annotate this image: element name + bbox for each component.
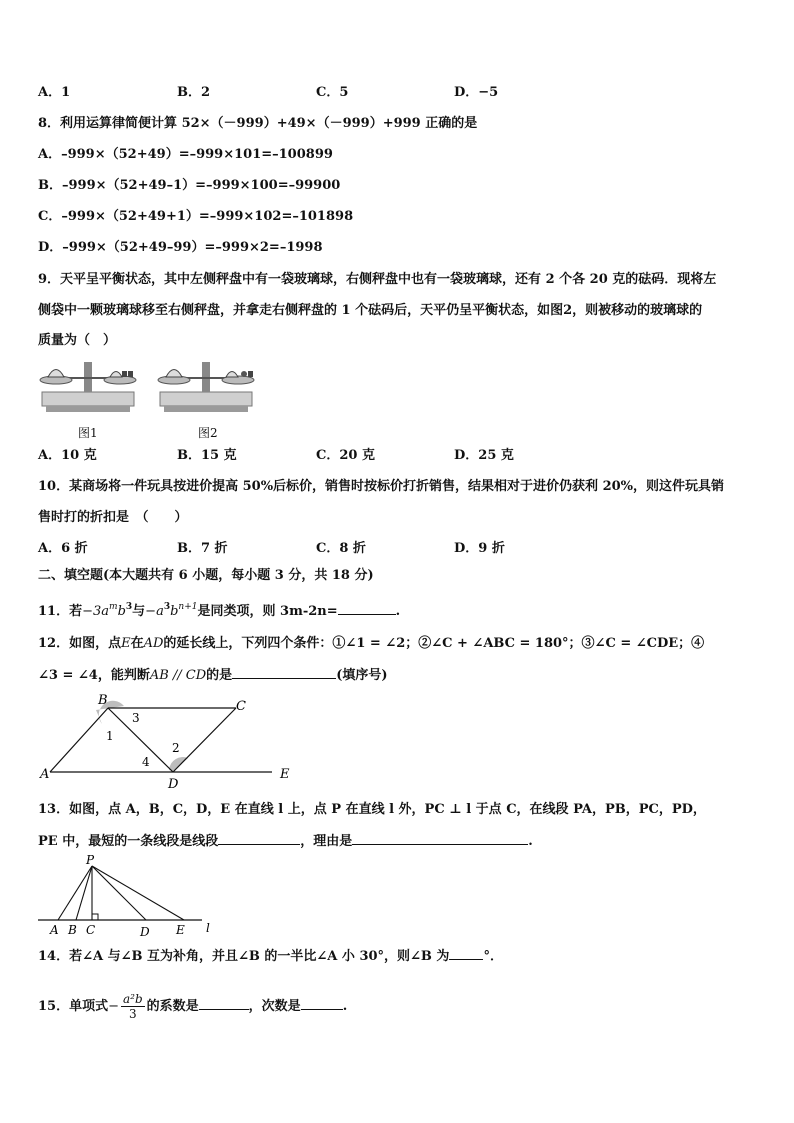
fig13-label-e: E — [176, 923, 185, 937]
q11-term1: −3a — [82, 604, 110, 619]
q7-option-c: C．5 — [316, 85, 349, 100]
q8-option-b: B．–999×（52+49–1）=–999×100=–99900 — [38, 178, 341, 193]
fig12-label-c: C — [236, 699, 246, 714]
q11-end: . — [395, 604, 401, 619]
q10-line1: 10．某商场将一件玩具按进价提高 50%后标价，销售时按标价打折销售，结果相对于进价仍获利 20%，则这件玩具销 — [38, 479, 725, 494]
q10-option-a: A．6 折 — [38, 541, 88, 556]
q14-text-b: °． — [483, 949, 503, 964]
q10-option-d: D．9 折 — [454, 541, 505, 556]
fig12-angle-1: 1 — [106, 729, 114, 743]
q11-term2: −a — [145, 604, 164, 619]
q11-term2-exp-3: 3 — [163, 602, 171, 612]
q15-denominator: 3 — [129, 1007, 137, 1021]
q12-line1 — [38, 635, 704, 653]
q13-geometry-figure — [34, 852, 220, 938]
q12-parallel: AB // CD — [149, 668, 207, 683]
fig12-angle-3: 3 — [132, 711, 140, 725]
q13-line1: 13．如图，点 A，B，C，D，E 在直线 l 上，点 P 在直线 l 外，PC ⊥ l 于点 C，在线段 PA，PB，PC，PD， — [38, 802, 706, 817]
q13-line2-b: ，理由是 — [300, 834, 353, 849]
fig13-label-b: B — [68, 923, 77, 937]
q10-option-b: B．7 折 — [177, 541, 228, 556]
q12-line1-c: 的延长线上，下列四个条件：①∠1 = ∠2；②∠C + ∠ABC = 180°；③∠C = ∠CDE；④ — [163, 636, 705, 651]
q13-segment-blank[interactable] — [218, 832, 300, 845]
q9-option-b: B．15 克 — [177, 448, 237, 463]
q15-end: . — [342, 999, 348, 1014]
q15-prefix: 15．单项式 — [38, 999, 109, 1014]
q15-fraction — [121, 992, 145, 1021]
q9-line2: 侧袋中一颗玻璃球移至右侧秤盘，并拿走右侧秤盘的 1 个砝码后，天平仍呈平衡状态，如图2，则被移动的玻璃球的 — [38, 303, 703, 318]
q14-text-a: 14．若∠A 与∠B 互为补角，并且∠B 的一半比∠A 小 30°，则∠B 为 — [38, 949, 450, 964]
q12-line2 — [38, 666, 388, 685]
q10-line2: 售时打的折扣是 （ ） — [38, 510, 188, 525]
q10-option-c: C．8 折 — [316, 541, 366, 556]
q11-answer-blank[interactable] — [338, 602, 396, 615]
q12-line1-b: 在 — [130, 636, 144, 651]
fig13-label-c: C — [86, 923, 96, 937]
q12-geometry-figure — [36, 692, 306, 792]
fig12-label-d: D — [168, 777, 179, 792]
q7-option-b: B．2 — [177, 85, 211, 100]
q15-minus: − — [108, 999, 119, 1014]
q8-option-d: D．–999×（52+49–99）=–999×2=–1998 — [38, 240, 323, 255]
q8-stem: 8．利用运算律简便计算 52×（－999）+49×（－999）+999 正确的是 — [38, 116, 478, 131]
q11-mid: 与 — [132, 604, 146, 619]
q8-option-c: C．–999×（52+49+1）=–999×102=–101898 — [38, 209, 354, 224]
balance-figure-1 — [36, 356, 140, 418]
q11-term2-b: b — [170, 604, 179, 619]
q8-option-a: A．–999×（52+49）=–999×101=–100899 — [38, 147, 333, 162]
q9-option-c: C．20 克 — [316, 448, 375, 463]
q15-coefficient-blank[interactable] — [199, 997, 249, 1010]
fig13-label-a: A — [50, 923, 59, 937]
fig12-angle-4: 4 — [142, 755, 150, 769]
q12-answer-blank[interactable] — [232, 666, 336, 679]
q7-option-d: D．−5 — [454, 85, 499, 100]
q11-term1-exp-m: m — [109, 602, 118, 612]
q12-line2-c: (填序号) — [336, 668, 388, 683]
q15-text-b: ，次数是 — [248, 999, 301, 1014]
q11-text — [38, 598, 400, 621]
q12-point-e: E — [121, 636, 131, 651]
q13-line2 — [38, 832, 533, 851]
q15-numerator: a²b — [123, 992, 143, 1006]
q15-text-a: 的系数是 — [146, 999, 199, 1014]
fig12-label-b: B — [98, 693, 108, 708]
q14-text — [38, 947, 503, 966]
q12-line2-a: ∠3 = ∠4，能判断 — [38, 668, 150, 683]
fig1-caption: 图1 — [78, 426, 98, 440]
q9-line1: 9．天平呈平衡状态，其中左侧秤盘中有一袋玻璃球，右侧秤盘中也有一袋玻璃球，还有 2 个各 20 克的砝码．现将左 — [38, 272, 717, 287]
fig12-label-a: A — [40, 767, 50, 782]
q11-suffix: 是同类项，则 3m-2n= — [197, 604, 338, 619]
q11-prefix: 11．若 — [38, 604, 83, 619]
q13-line2-c: . — [528, 834, 533, 849]
q14-answer-blank[interactable] — [449, 947, 483, 960]
q15-degree-blank[interactable] — [301, 997, 343, 1010]
q12-line-ad: AD — [143, 636, 164, 651]
balance-figure-2 — [154, 356, 258, 418]
q13-line2-a: PE 中，最短的一条线段是线段 — [38, 834, 219, 849]
q7-option-a: A．1 — [38, 85, 71, 100]
fig12-label-e: E — [280, 767, 290, 782]
q12-line2-b: 的是 — [206, 668, 233, 683]
fig2-caption: 图2 — [198, 426, 218, 440]
fig13-label-p: P — [86, 853, 95, 867]
fig13-label-d: D — [140, 925, 150, 939]
q12-line1-a: 12．如图，点 — [38, 636, 122, 651]
q9-option-a: A．10 克 — [38, 448, 97, 463]
q11-term1-exp-3: 3 — [125, 602, 133, 612]
section-fill-in-header: 二、填空题(本大题共有 6 小题，每小题 3 分，共 18 分) — [38, 568, 374, 583]
fig13-label-l: l — [206, 921, 210, 935]
q11-term1-b: b — [117, 604, 126, 619]
q13-reason-blank[interactable] — [352, 832, 528, 845]
q9-option-d: D．25 克 — [454, 448, 514, 463]
q15-text — [38, 992, 347, 1021]
fig12-angle-2: 2 — [172, 741, 180, 755]
q9-line3: 质量为（ ） — [38, 333, 117, 348]
q11-term2-exp-n1: n+1 — [178, 602, 198, 612]
